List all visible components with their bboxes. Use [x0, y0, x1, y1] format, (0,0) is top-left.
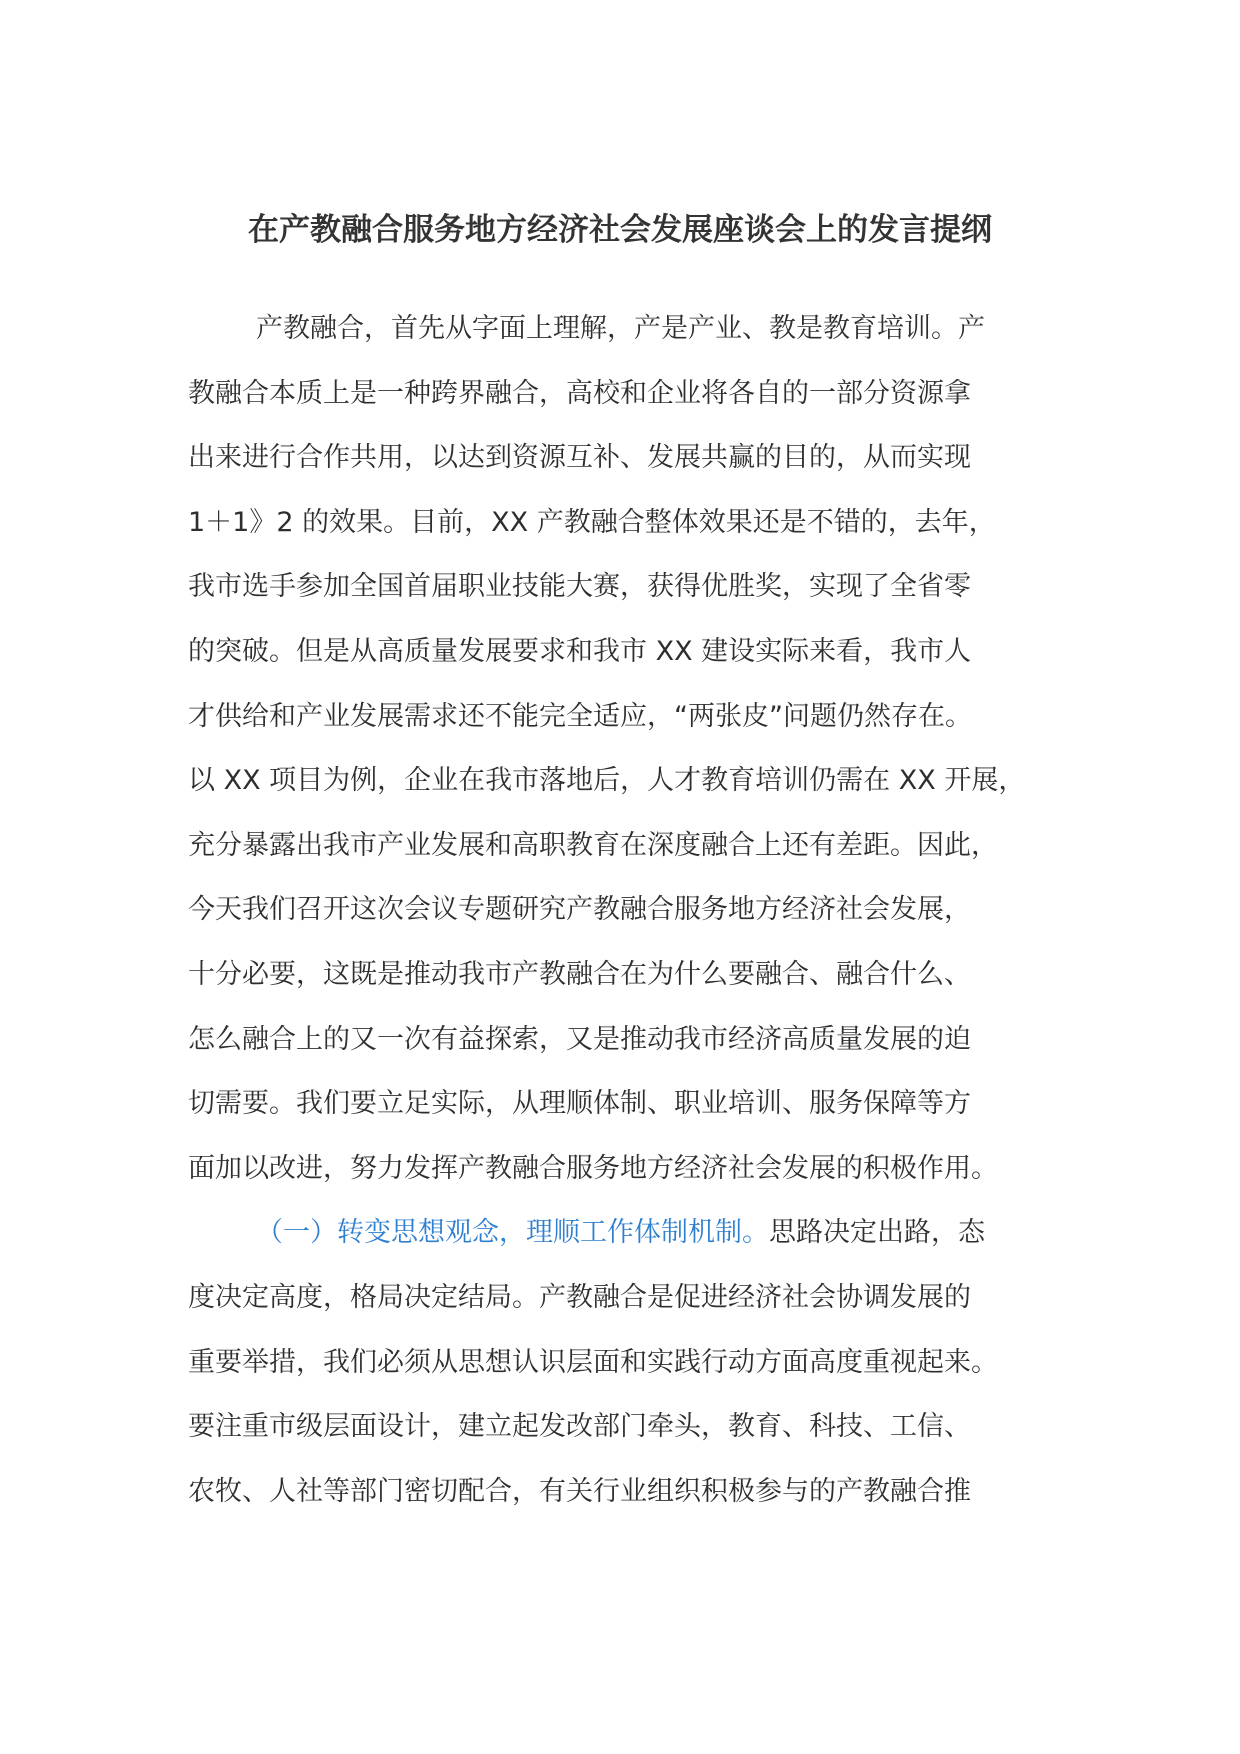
- paragraph-line: 重要举措，我们必须从思想认识层面和实践行动方面高度重视起来。: [188, 1346, 998, 1378]
- paragraph-line: 我市选手参加全国首届职业技能大赛，获得优胜奖，实现了全省零: [188, 571, 971, 603]
- paragraph-line: 十分必要，这既是推动我市产教融合在为什么要融合、融合什么、: [188, 958, 971, 990]
- paragraph-line: 农牧、人社等部门密切配合，有关行业组织积极参与的产教融合推: [188, 1475, 971, 1507]
- paragraph-line: 的突破。但是从高质量发展要求和我市 XX 建设实际来看，我市人: [188, 635, 972, 667]
- paragraph-line: 度决定高度，格局决定结局。产教融合是促进经济社会协调发展的: [188, 1281, 971, 1313]
- paragraph-line: 要注重市级层面设计，建立起发改部门牵头，教育、科技、工信、: [188, 1411, 971, 1443]
- section-first-line: [188, 1201, 1080, 1266]
- paragraph-line: 出来进行合作共用，以达到资源互补、发展共赢的目的，从而实现: [188, 442, 971, 474]
- paragraph-line: 怎么融合上的又一次有益探索，又是推动我市经济高质量发展的迫: [188, 1023, 971, 1055]
- document-title: 在产教融合服务地方经济社会发展座谈会上的发言提纲: [248, 212, 992, 248]
- paragraph-line: 充分暴露出我市产业发展和高职教育在深度融合上还有差距。因此，: [188, 829, 998, 861]
- paragraph-line: 才供给和产业发展需求还不能完全适应，“两张皮”问题仍然存在。: [188, 700, 972, 732]
- paragraph-line: 产教融合，首先从字面上理解，产是产业、教是教育培训。产: [256, 313, 985, 344]
- section-heading: （一）转变思想观念，理顺工作体制机制。: [256, 1217, 769, 1249]
- paragraph-line: 以 XX 项目为例，企业在我市落地后，人才教育培训仍需在 XX 开展，: [188, 765, 1026, 797]
- document-body: [188, 297, 1080, 1524]
- paragraph-line: 今天我们召开这次会议专题研究产教融合服务地方经济社会发展，: [188, 894, 971, 926]
- paragraph-line: 面加以改进，努力发挥产教融合服务地方经济社会发展的积极作用。: [188, 1152, 998, 1184]
- paragraph-line: 1＋1》2 的效果。目前，XX 产教融合整体效果还是不错的，去年，: [188, 506, 996, 538]
- section-line-rest: 思路决定出路，态: [769, 1217, 985, 1249]
- paragraph-line: 教融合本质上是一种跨界融合，高校和企业将各自的一部分资源拿: [188, 377, 971, 409]
- paragraph-line: 切需要。我们要立足实际，从理顺体制、职业培训、服务保障等方: [188, 1088, 971, 1120]
